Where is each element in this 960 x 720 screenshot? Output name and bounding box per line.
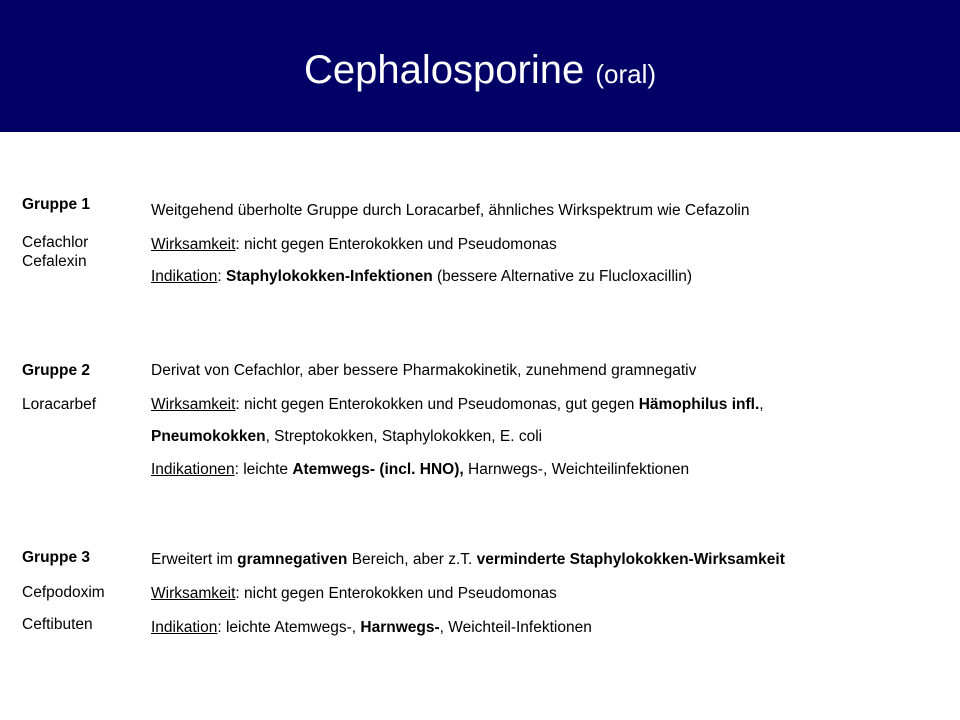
line-emphasis: Pneumokokken <box>151 428 266 445</box>
title-sub: (oral) <box>595 58 656 89</box>
line-text: : nicht gegen Enterokokken und Pseudomonas, gut gegen <box>235 396 639 413</box>
line-emphasis: Atemwegs- (incl. HNO), <box>292 461 464 478</box>
group-2-line <box>151 460 689 480</box>
line-text: Derivat von Cefachlor, aber bessere Pharmakokinetik, zunehmend gramnegativ <box>151 362 697 379</box>
group-1-label: Gruppe 1 <box>22 196 91 213</box>
group-3-line <box>151 584 557 604</box>
line-text: : <box>217 268 226 285</box>
line-text: : nicht gegen Enterokokken und Pseudomonas <box>235 585 557 602</box>
line-text: , Weichteil-Infektionen <box>439 619 592 636</box>
line-text: (bessere Alternative zu Flucloxacillin) <box>432 268 692 285</box>
line-text: Harnwegs-, Weichteilinfektionen <box>463 461 690 478</box>
title-bar <box>0 0 960 132</box>
group-1-line <box>151 267 692 287</box>
line-text: , Streptokokken, Staphylokokken, E. coli <box>265 428 543 445</box>
group-2-line <box>151 427 542 447</box>
line-heading: Wirksamkeit <box>151 396 236 413</box>
group-3-label: Gruppe 3 <box>22 549 91 566</box>
line-emphasis: verminderte Staphylokokken-Wirksamkeit <box>476 551 785 568</box>
line-text: Bereich, aber z.T. <box>347 551 477 568</box>
line-emphasis: Harnwegs- <box>360 619 440 636</box>
line-emphasis: Staphylokokken-Infektionen <box>225 268 433 285</box>
line-heading: Indikation <box>151 619 218 636</box>
line-text: , <box>759 396 764 413</box>
group-1-drug: Cefachlor <box>22 234 89 251</box>
slide-title <box>304 48 656 93</box>
group-2-line <box>151 361 696 381</box>
line-heading: Wirksamkeit <box>151 585 236 602</box>
line-heading: Wirksamkeit <box>151 236 236 253</box>
group-3-line <box>151 618 592 638</box>
line-emphasis: gramnegativen <box>237 551 348 568</box>
line-heading: Indikationen <box>151 461 235 478</box>
line-text: : nicht gegen Enterokokken und Pseudomonas <box>235 236 557 253</box>
group-1-line <box>151 235 557 255</box>
line-text: Erweitert im <box>151 551 238 568</box>
group-2-line <box>151 395 764 415</box>
group-2-drug: Loracarbef <box>22 396 97 413</box>
line-text: Weitgehend überholte Gruppe durch Loracarbef, ähnliches Wirkspektrum wie Cefazolin <box>151 202 750 219</box>
title-main: Cephalosporine <box>304 47 585 92</box>
line-emphasis: Hämophilus infl. <box>638 396 760 413</box>
group-1-line <box>151 201 750 221</box>
group-2-label: Gruppe 2 <box>22 362 91 379</box>
group-3-line <box>151 550 785 570</box>
group-3-drug: Ceftibuten <box>22 616 93 633</box>
line-heading: Indikation <box>151 268 218 285</box>
group-3-drug: Cefpodoxim <box>22 584 105 601</box>
group-1-drug: Cefalexin <box>22 253 87 270</box>
line-text: : leichte Atemwegs-, <box>217 619 361 636</box>
line-text: : leichte <box>234 461 293 478</box>
